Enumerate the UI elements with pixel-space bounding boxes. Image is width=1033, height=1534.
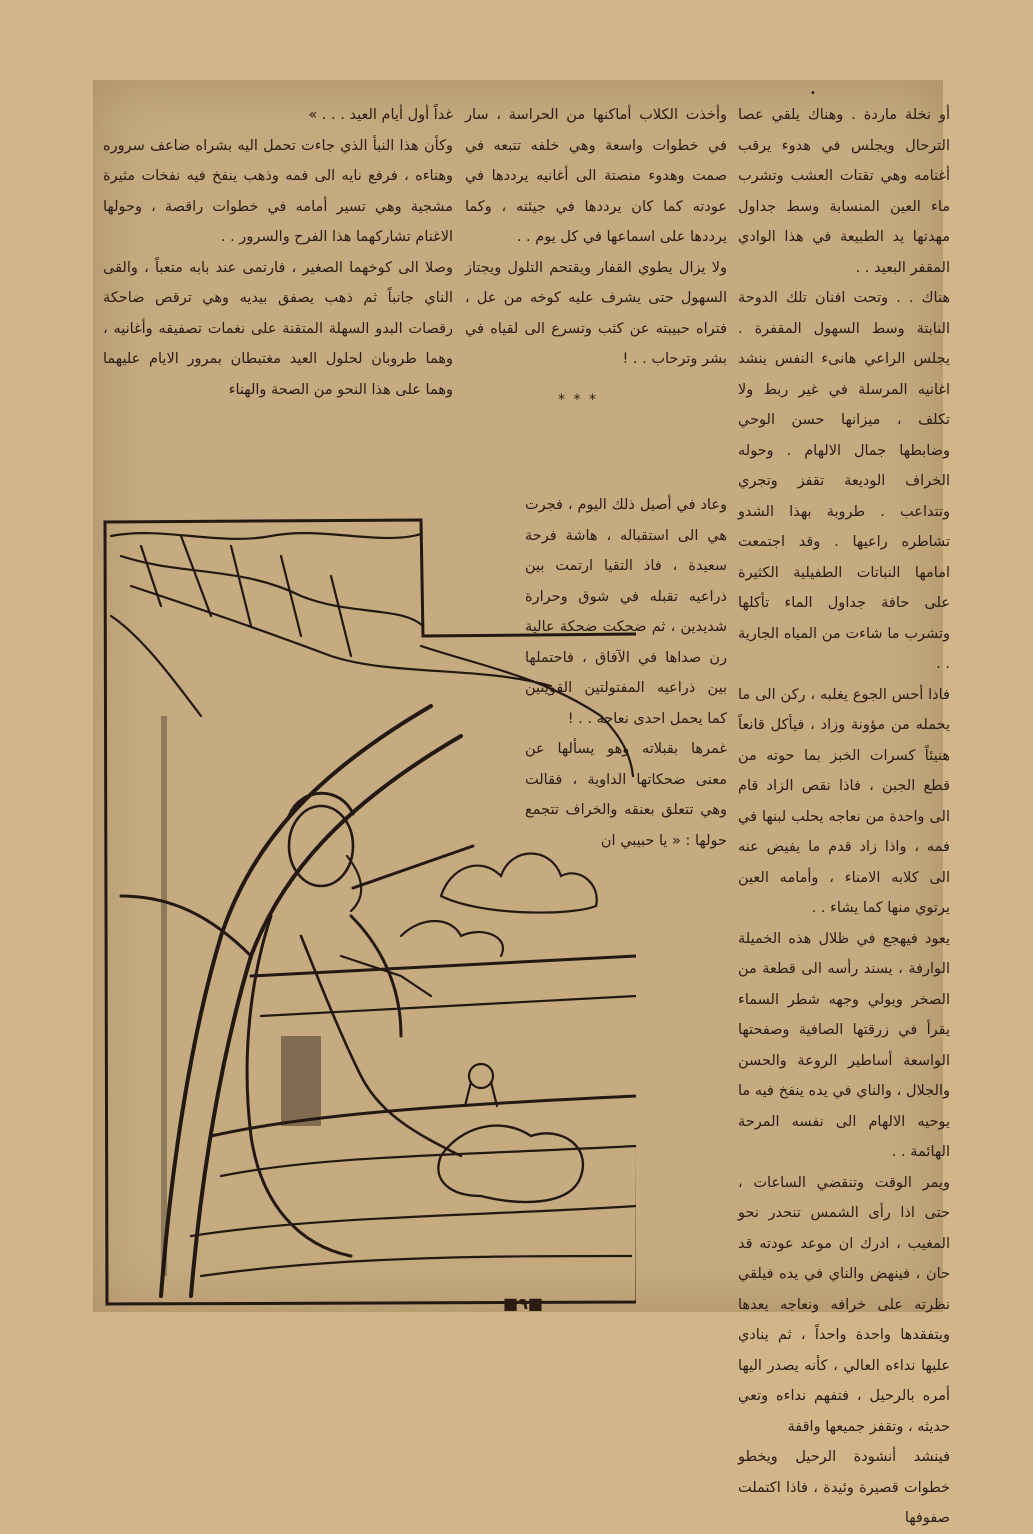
section-divider: * * *	[558, 392, 598, 408]
top-ornament: •	[810, 88, 816, 99]
article-column-right: أو نخلة ماردة . وهناك يلقي عصا الترحال ويجلس في هدوء يرقب أغنامه وهي تقتات العشب وتشرب ماء العين المنسابة وسط جداول مهدتها يد الطبيعة في هذا الوادي المقفر البعيد . . هناك . . وتحت افنان تلك الدوحة النابتة وسط السهول المقفرة . يجلس الراعي هانىء النفس ينشد اغانيه المرسلة في غير ربط ولا تكلف ، ميزانها حسن الوحي وضابطها جمال الالهام . وحوله الخراف الوديعة تقفز وتجري وتتداعب . طروبة بهذا الشدو تشاطره راعيها . وقد اجتمعت امامها النباتات الطفيلية الكثيرة على حافة جداول الماء تأكلها وتشرب ما شاءت من المياه الجارية . . فاذا أحس الجوع يغلبه ، ركن الى ما يحمله من مؤونة وزاد ، فيأكل قانعاً هنيئاً كسرات الخبز بما حوته من قطع الجبن ، فاذا نقص الزاد قام الى واحدة من نعاجه يحلب لبنها في فمه ، واذا زاد قدم ما يفيض عنه الى كلابه الامناء ، وأمامه العين يرتوي منها كما يشاء . . يعود فيهجع في ظلال هذه الخميلة الوارفة ، يسند رأسه الى قطعة من الصخر ويولي وجهه شطر السماء يقرأ في زرقتها الصافية وصفحتها الواسعة أساطير الروعة والحسن والجلال ، والناي في يده ينفخ فيه ما يوحيه الالهام الى نفسه المرحة الهائمة . . ويمر الوقت وتنقضي الساعات ، حتى اذا رأى الشمس تنحدر نحو المغيب ، ادرك ان موعد عودته قد حان ، فينهض والناي في يده فيلقي نظرته على خرافه ونعاجه يعدها ويتفقدها واحدة واحداً ، ثم ينادي عليها نداءه العالي ، كأنه يصدر اليها أمره بالرحيل ، فتفهم نداءه وتعي حديثه ، وتقفز جميعها واقفة فينشد أنشودة الرحيل ويخطو خطوات قصيرة وئيدة ، فاذا اكتملت صفوفها	[738, 107, 950, 1526]
article-column-middle-top: وأخذت الكلاب أماكنها من الحراسة ، سار في خطوات واسعة وهي خلفه تتبعه في صمت وهدوء منصتة الى أغانيه يرددها في عودته كما كان يرددها في جيئته ، وكما يرددها على اسماعها في كل يوم . . ولا يزال يطوي القفار ويقتحم التلول ويجتاز السهول حتى يشرف عليه كوخه من عل ، فتراه حبيبته عن كثب وتسرع الى لقياه في بشر وترحاب . . !	[465, 107, 727, 367]
shepherd-illustration	[101, 516, 636, 1306]
page-number: ■٩■	[502, 1294, 543, 1313]
article-column-left: غداً أول أيام العيد . . . » وكأن هذا النبأ الذي جاءت تحمل اليه بشراه ضاعف سروره وهناءه ، فرفع نايه الى فمه وذهب ينفخ فيه نفخات مثيرة مشجية وهي تسير أمامه في خطوات راقصة ، وحولها الاغنام تشاركهما هذا الفرح والسرور . . وصلا الى كوخهما الصغير ، فارتمى عند بابه متعباً ، والقى الناي جانباً ثم ذهب يصفق بيديه وهي ترقص ضاحكة رقصات البدو السهلة المتقنة على نغمات تصفيقه وأغانيه ، وهما طروبان لحلول العيد مغتبطان بمرور الايام عليهما وهما على هذا النحو من الصحة والهناء	[103, 107, 453, 398]
article-column-middle-bottom: وعاد في أصيل ذلك اليوم ، فجرت هي الى استقباله ، هاشة فرحة سعيدة ، فاذ التقيا ارتمت بين ذراعيه تقبله في شوق وحرارة شديدين ، ثم ضحكت ضحكة عالية رن صداها في الآفاق ، فاحتملها بين ذراعيه المفتولتين القويتين كما يحمل احدى نعاجه . . ! غمرها بقبلاته وهو يسألها عن معنى ضحكاتها الداوية ، فقالت وهي تتعلق بعنقه والخراف تتجمع حولها : « يا حبيبي ان	[525, 497, 727, 849]
magazine-page	[93, 80, 950, 1526]
